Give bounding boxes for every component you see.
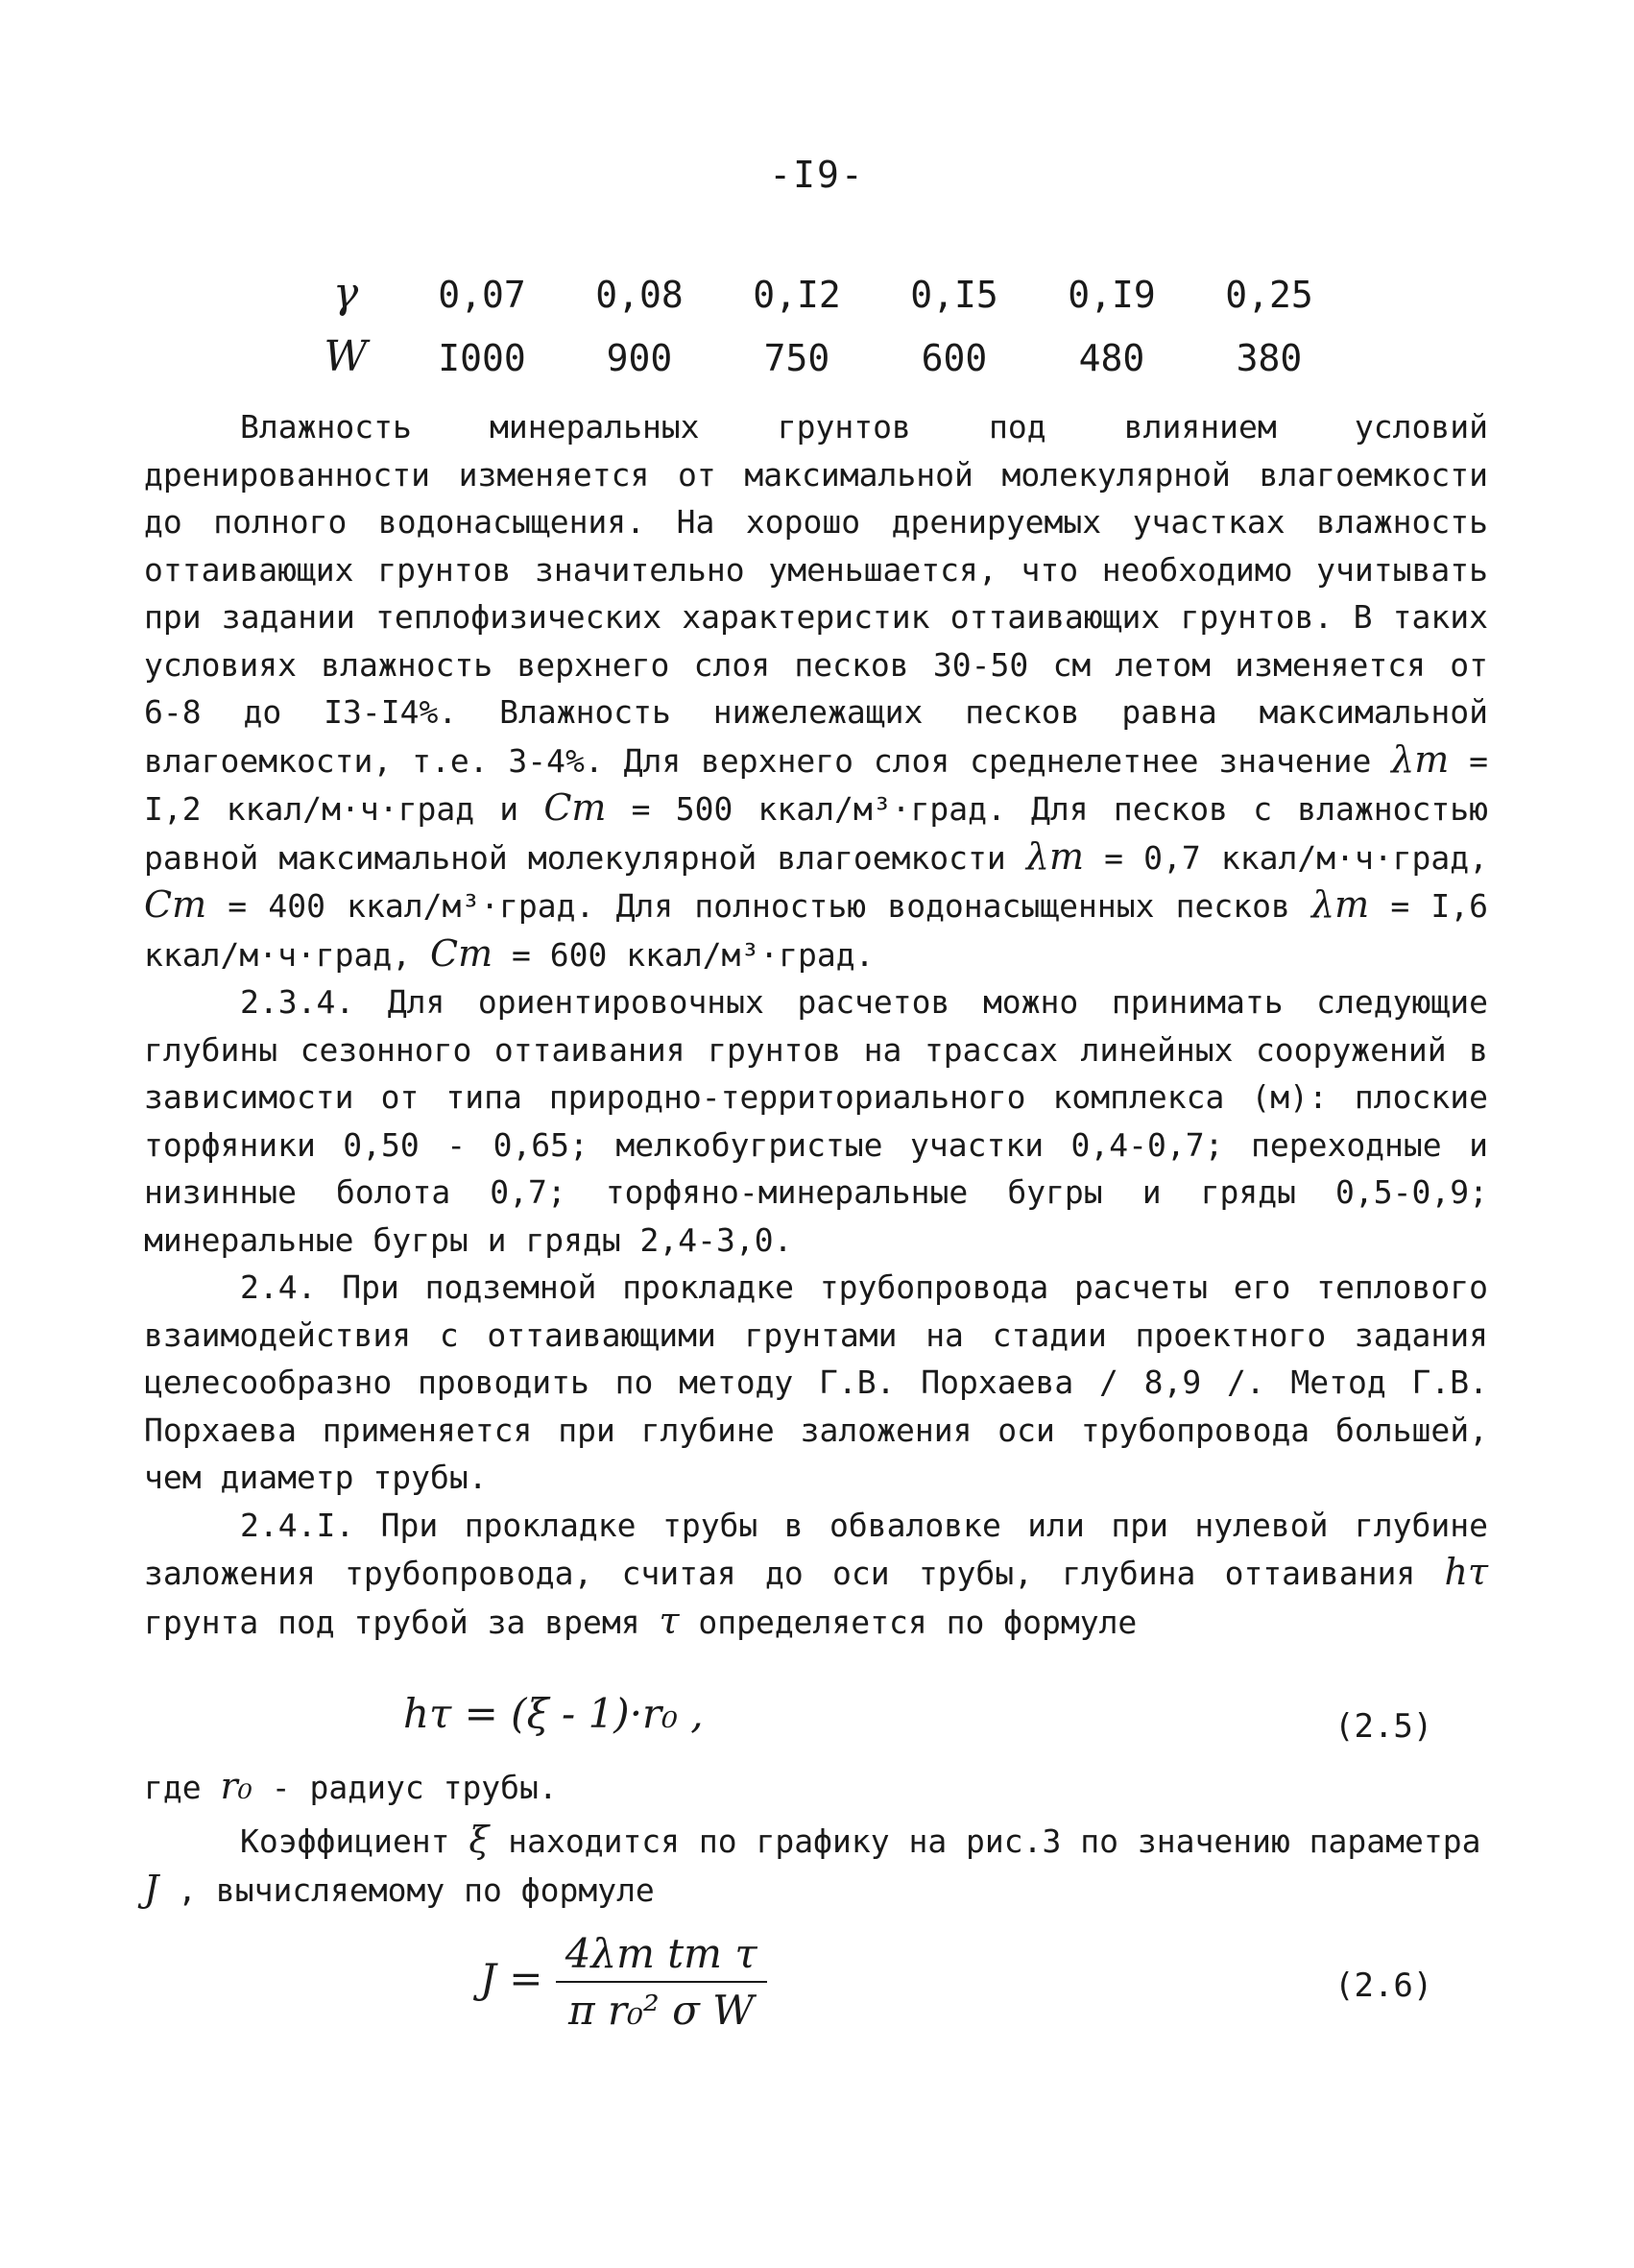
paragraph-text: - радиус трубы. [271, 1769, 558, 1806]
fraction-numerator: 4λт tт τ [556, 1930, 767, 1983]
table-row-gamma [288, 269, 1348, 332]
paragraph-moisture [144, 403, 1488, 978]
tau-symbol: τ [659, 1599, 680, 1642]
paragraph-text: где [144, 1769, 202, 1806]
equation-number-2-5: (2.5) [1334, 1707, 1433, 1746]
paragraph-text: = 500 ккал/м³·град. Для песков с влажностью равной максимальной молекулярной влагоемкости [144, 790, 1488, 877]
formula-2-5: hτ = (ξ - 1)·r₀ , [403, 1690, 704, 1737]
xi-symbol: ξ [469, 1819, 490, 1861]
fraction-denominator: π r₀² σ W [568, 1987, 755, 2034]
table-cell: 0,25 [1225, 274, 1313, 316]
paragraph-text: находится по графику на рис.3 по значению параметра [508, 1822, 1481, 1860]
values-table [288, 269, 1348, 396]
table-cell: 750 [763, 337, 830, 379]
paragraph-2-4: 2.4. При подземной прокладке трубопровода расчеты его теплового взаимодействия с оттаивающими грунтами на стадии проектного задания целесообразно проводить по методу Г.В. Порхаева / 8,9 /. Метод Г.В. Порхаева применяется при глубине заложения оси трубопровода большей, чем диаметр трубы. [144, 1268, 1488, 1496]
paragraph-text: = 0,7 ккал/м·ч·град, [1104, 838, 1489, 877]
paragraph-text: определяется по формуле [698, 1603, 1138, 1641]
body-text [144, 403, 1488, 1646]
table-cell: 900 [606, 337, 673, 379]
table-cell: 0,I2 [753, 274, 841, 316]
table-cell: 0,I9 [1068, 274, 1156, 316]
paragraph-coefficient [144, 1817, 1488, 1914]
lambda-symbol: λт [1391, 737, 1450, 781]
c-symbol: Cт [543, 786, 607, 829]
table-cell: 480 [1078, 337, 1145, 379]
formula-2-6 [480, 1930, 767, 2034]
c-symbol: Cт [144, 883, 207, 926]
fraction [556, 1930, 767, 2034]
table-cell: 600 [921, 337, 988, 379]
lambda-symbol: λт [1311, 883, 1370, 926]
table-row-w [288, 332, 1348, 396]
paragraph-text: = I,2 ккал/м·ч·град и [144, 741, 1488, 828]
gamma-symbol: γ [332, 269, 359, 318]
formula-lhs: J = [480, 1955, 543, 2002]
table-cell: 0,I5 [910, 274, 998, 316]
paragraph-text: Коэффициент [240, 1822, 450, 1860]
lambda-symbol: λт [1025, 834, 1085, 878]
paragraph-text: = 400 ккал/м³·град. Для полностью водонасыщенных песков [228, 887, 1290, 925]
w-symbol: W [324, 332, 368, 381]
paragraph-text: 2.4.I. При прокладке трубы в обваловке или при нулевой глубине заложения трубопровода, считая до оси трубы, глубина оттаивания [144, 1506, 1488, 1592]
paragraph-2-3-4: 2.3.4. Для ориентировочных расчетов можно принимать следующие глубины сезонного оттаивания грунтов на трассах линейных сооружений в зависимости от типа природно-территориального комплекса (м): плоские торфяники 0,50 - 0,65; мелкобугристые участки 0,4-0,7; переходные и низинные болота 0,7; торфяно-минеральные бугры и гряды 0,5-0,9; минеральные бугры и гряды 2,4-3,0. [144, 983, 1488, 1259]
table-cell: 0,07 [438, 274, 526, 316]
paragraph-text: = I,6 ккал/м·ч·град, [144, 887, 1489, 974]
paragraph-text: Влажность минеральных грунтов под влиянием условий дренированности изменяется от максимальной молекулярной влагоемкости до полного водонасыщения. На хорошо дренируемых участках влажность оттаивающих грунтов значительно уменьшается, что необходимо учитывать при задании теплофизических характеристик оттаивающих грунтов. В таких условиях влажность верхнего слоя песков 30-50 см летом изменяется от 6-8 до I3-I4%. Влажность нижележащих песков равна максимальной влагоемкости, т.е. 3-4%. Для верхнего слоя среднелетнее значение [144, 408, 1488, 780]
table-cell: 380 [1236, 337, 1303, 379]
paragraph-text: , вычисляемому по формуле [178, 1870, 655, 1909]
page-number: -I9- [769, 154, 865, 196]
paragraph-2-4-1 [144, 1502, 1488, 1647]
table-cell: 0,08 [595, 274, 684, 316]
radius-definition [144, 1765, 558, 1807]
equation-number-2-6: (2.6) [1334, 1966, 1433, 2005]
table-cell: I000 [438, 337, 526, 379]
c-symbol: Cт [430, 931, 493, 975]
paragraph-text: = 600 ккал/м³·град. [512, 935, 875, 974]
j-symbol: J [144, 1867, 159, 1910]
h-symbol: hτ [1444, 1551, 1488, 1593]
paragraph-text: грунта под трубой за время [144, 1603, 640, 1641]
r0-symbol: r₀ [220, 1765, 252, 1807]
